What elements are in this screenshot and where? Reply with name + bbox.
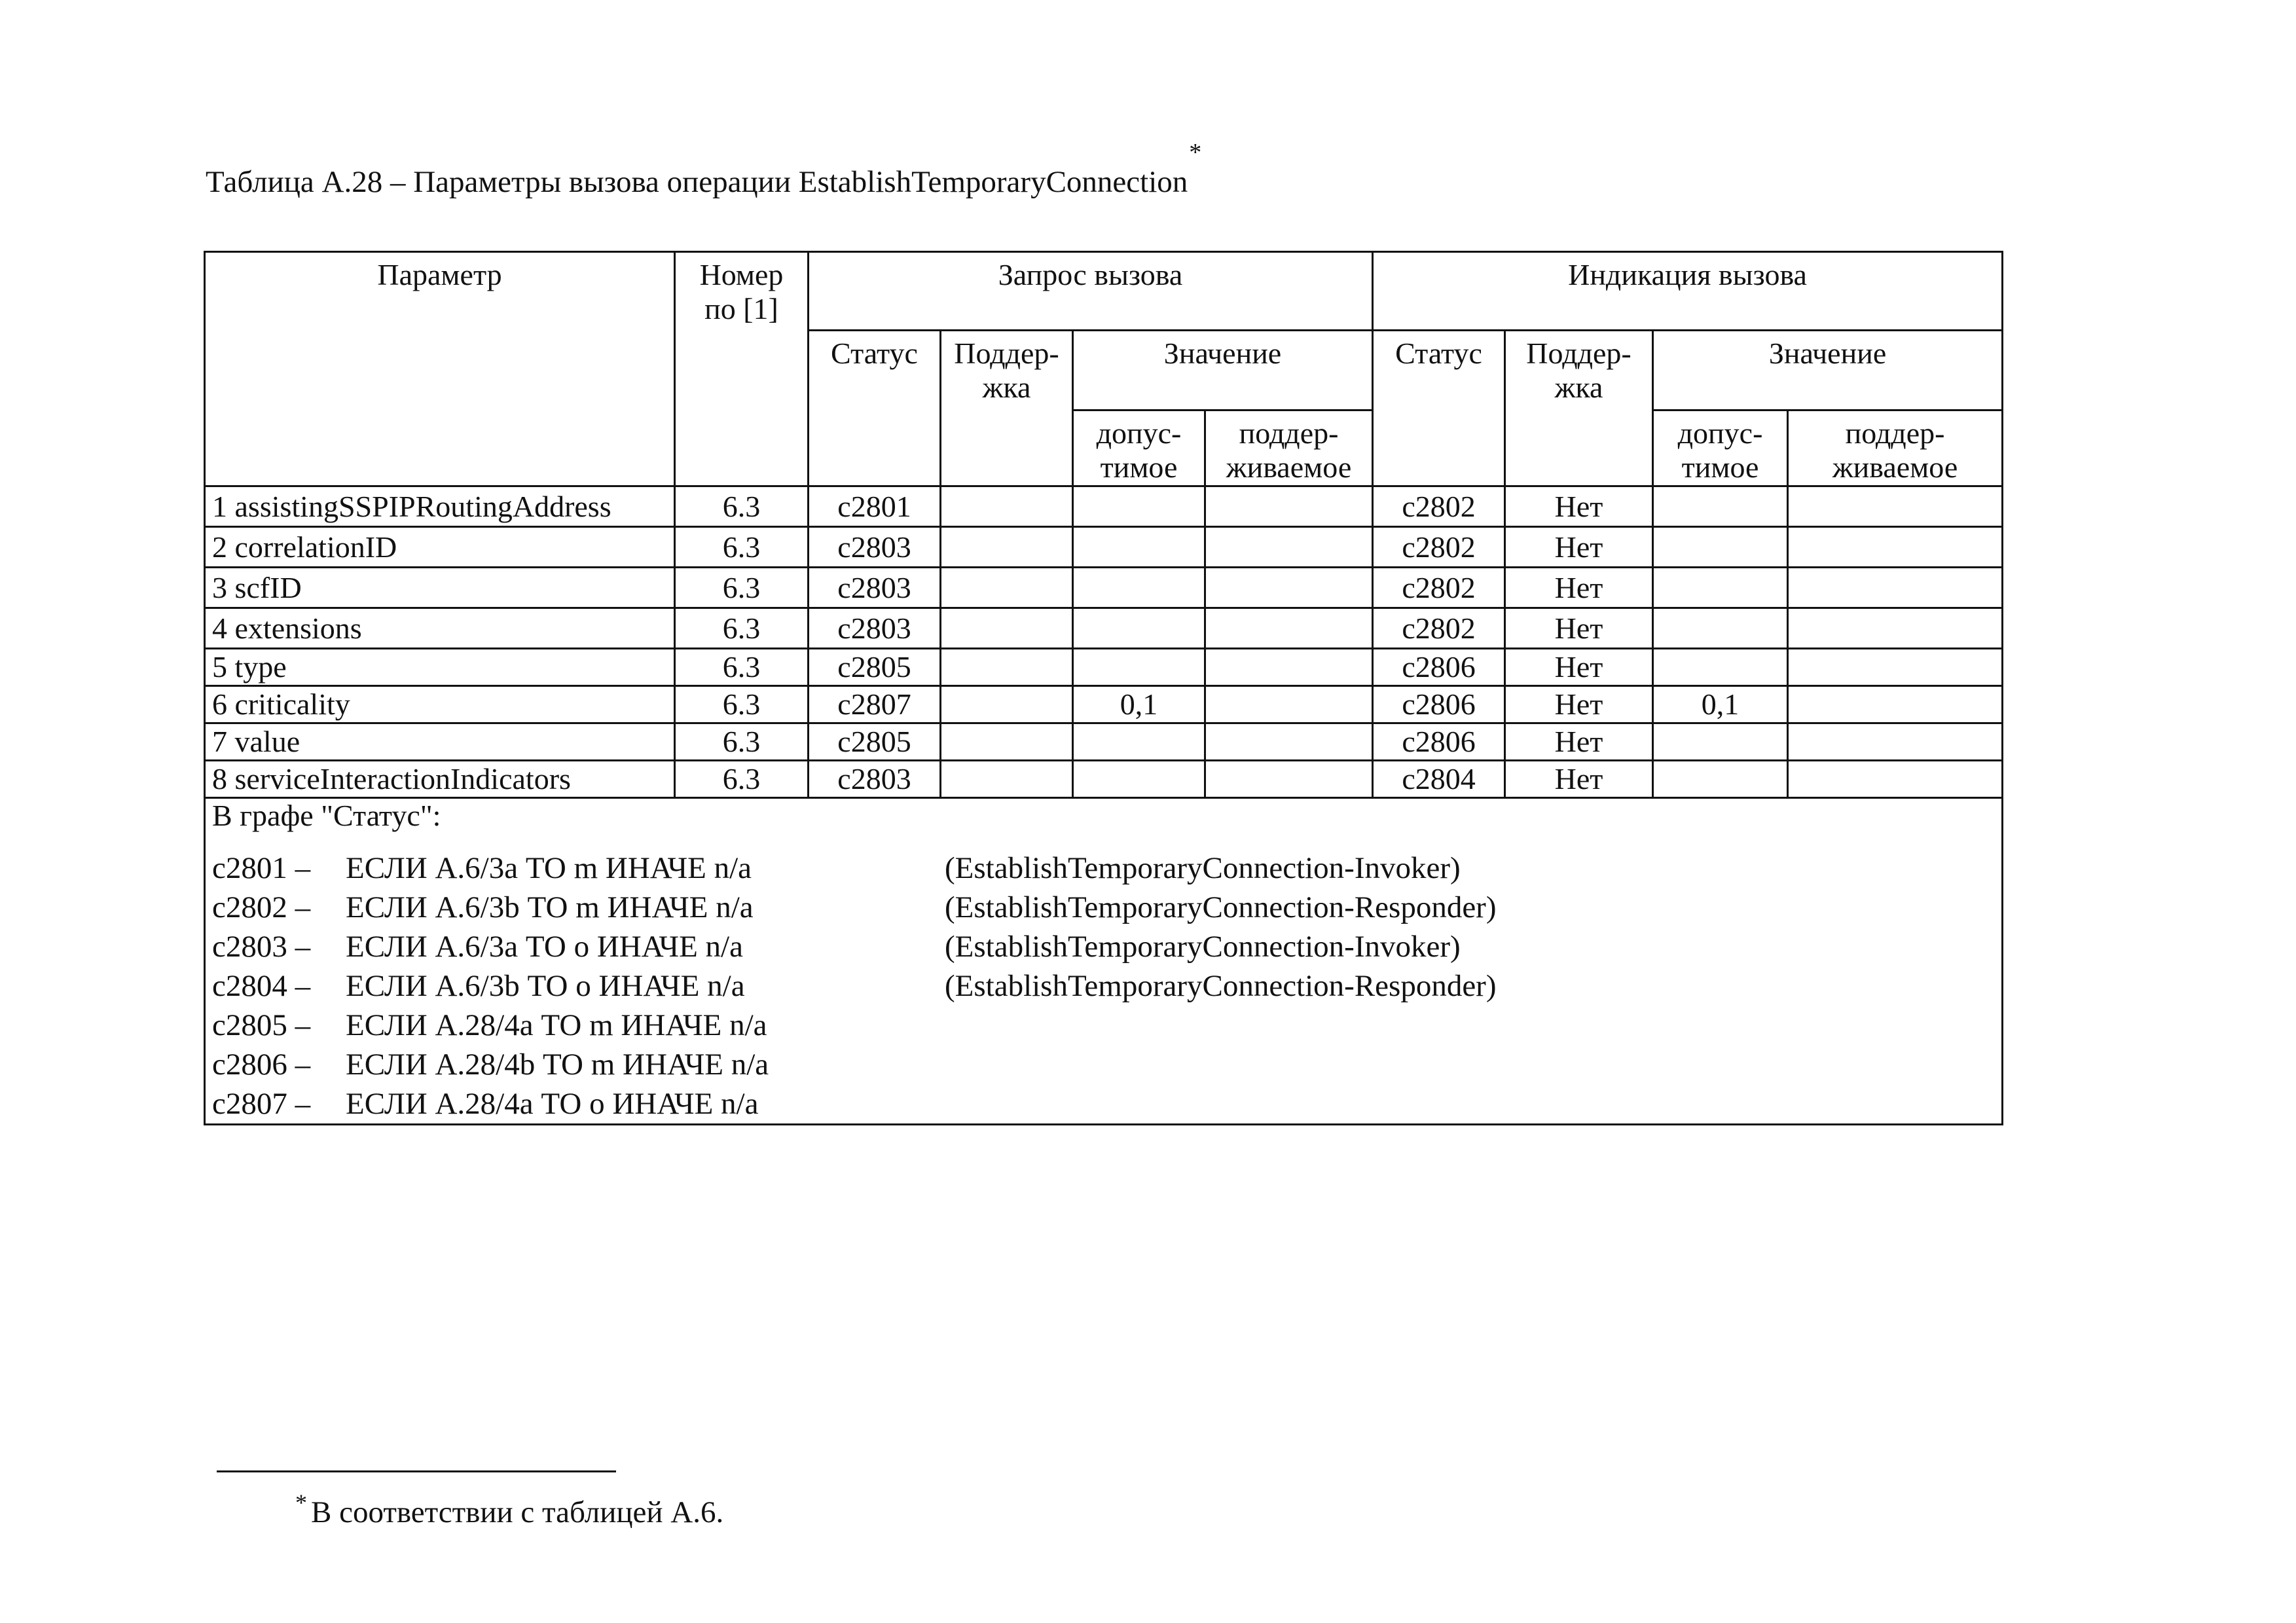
cell-request-status: c2803 <box>809 761 941 798</box>
cell-request-support <box>941 568 1073 608</box>
note-line <box>212 1006 1995 1045</box>
note-line <box>212 848 1995 888</box>
cell-request-allowed <box>1073 649 1205 686</box>
cell-number: 6.3 <box>675 723 809 761</box>
note-role: (EstablishTemporaryConnection-Responder) <box>945 890 1497 924</box>
footnote-text: В соответствии с таблицей А.6. <box>311 1495 724 1529</box>
cell-indication-supported <box>1788 723 2003 761</box>
notes-heading: В графе "Статус": <box>212 799 441 832</box>
cell-request-support <box>941 649 1073 686</box>
cell-indication-status: c2806 <box>1373 723 1505 761</box>
parameters-table <box>204 251 2003 1125</box>
header-indication-supported: поддер-живаемое <box>1788 410 2003 486</box>
cell-parameter: 7 value <box>205 723 675 761</box>
table-caption-text: Таблица А.28 – Параметры вызова операции EstablishTemporaryConnection <box>206 165 1188 199</box>
header-number: Номер по [1] <box>675 252 809 486</box>
note-code: c2804 – <box>212 968 311 1003</box>
cell-request-support <box>941 486 1073 527</box>
footnote-marker: * <box>1189 139 1202 166</box>
cell-request-support <box>941 761 1073 798</box>
note-condition: ЕСЛИ А.6/3a ТО о ИНАЧЕ n/a <box>346 929 743 964</box>
cell-request-supported <box>1205 608 1373 649</box>
table-row <box>205 686 2003 723</box>
cell-number: 6.3 <box>675 649 809 686</box>
note-condition: ЕСЛИ А.28/4b ТО m ИНАЧЕ n/a <box>346 1047 769 1082</box>
cell-indication-support: Нет <box>1505 649 1653 686</box>
note-condition: ЕСЛИ А.6/3b ТО m ИНАЧЕ n/a <box>346 890 754 924</box>
cell-indication-allowed <box>1653 486 1788 527</box>
footnote-divider <box>217 1470 616 1472</box>
note-code: c2807 – <box>212 1086 311 1121</box>
header-request-value: Значение <box>1073 331 1373 410</box>
header-parameter: Параметр <box>205 252 675 486</box>
cell-parameter: 8 serviceInteractionIndicators <box>205 761 675 798</box>
cell-request-support <box>941 723 1073 761</box>
cell-request-allowed <box>1073 486 1205 527</box>
header-request-supported: поддер-живаемое <box>1205 410 1373 486</box>
note-role: (EstablishTemporaryConnection-Responder) <box>945 968 1497 1003</box>
note-line <box>212 1084 1995 1123</box>
cell-request-support <box>941 686 1073 723</box>
header-request-status: Статус <box>809 331 941 486</box>
table-row <box>205 649 2003 686</box>
table-caption <box>206 139 1202 199</box>
table-row <box>205 723 2003 761</box>
cell-indication-allowed <box>1653 649 1788 686</box>
cell-parameter: 1 assistingSSPIPRoutingAddress <box>205 486 675 527</box>
cell-indication-status: c2802 <box>1373 527 1505 568</box>
cell-indication-allowed <box>1653 723 1788 761</box>
note-condition: ЕСЛИ А.28/4a ТО m ИНАЧЕ n/a <box>346 1008 767 1042</box>
cell-indication-support: Нет <box>1505 723 1653 761</box>
cell-request-status: c2803 <box>809 608 941 649</box>
header-indication-support: Поддер-жка <box>1505 331 1653 486</box>
table-row <box>205 486 2003 527</box>
cell-parameter: 4 extensions <box>205 608 675 649</box>
footnote <box>295 1489 724 1530</box>
cell-indication-support: Нет <box>1505 608 1653 649</box>
header-request-support: Поддер-жка <box>941 331 1073 486</box>
header-request-allowed: допус-тимое <box>1073 410 1205 486</box>
cell-indication-status: c2806 <box>1373 686 1505 723</box>
cell-indication-support: Нет <box>1505 527 1653 568</box>
cell-indication-status: c2802 <box>1373 486 1505 527</box>
cell-request-allowed <box>1073 527 1205 568</box>
cell-parameter: 6 criticality <box>205 686 675 723</box>
note-code: c2805 – <box>212 1008 311 1042</box>
cell-request-allowed: 0,1 <box>1073 686 1205 723</box>
cell-request-status: c2801 <box>809 486 941 527</box>
cell-indication-supported <box>1788 686 2003 723</box>
cell-request-allowed <box>1073 608 1205 649</box>
cell-request-supported <box>1205 527 1373 568</box>
cell-request-status: c2805 <box>809 723 941 761</box>
cell-request-allowed <box>1073 761 1205 798</box>
cell-indication-supported <box>1788 486 2003 527</box>
cell-request-supported <box>1205 686 1373 723</box>
cell-indication-status: c2804 <box>1373 761 1505 798</box>
cell-indication-allowed <box>1653 527 1788 568</box>
header-indication-allowed: допус-тимое <box>1653 410 1788 486</box>
cell-indication-support: Нет <box>1505 686 1653 723</box>
note-code: c2803 – <box>212 929 311 964</box>
note-condition: ЕСЛИ А.6/3b ТО о ИНАЧЕ n/a <box>346 968 745 1003</box>
cell-indication-status: c2806 <box>1373 649 1505 686</box>
cell-indication-supported <box>1788 568 2003 608</box>
status-notes <box>205 798 2003 1125</box>
cell-number: 6.3 <box>675 486 809 527</box>
cell-number: 6.3 <box>675 568 809 608</box>
cell-request-status: c2805 <box>809 649 941 686</box>
note-role: (EstablishTemporaryConnection-Invoker) <box>945 929 1461 964</box>
cell-number: 6.3 <box>675 527 809 568</box>
cell-number: 6.3 <box>675 686 809 723</box>
note-role <box>945 1006 1534 1045</box>
cell-indication-supported <box>1788 608 2003 649</box>
note-code: c2802 – <box>212 890 311 924</box>
cell-request-supported <box>1205 761 1373 798</box>
table-row <box>205 527 2003 568</box>
cell-request-status: c2807 <box>809 686 941 723</box>
cell-number: 6.3 <box>675 761 809 798</box>
note-condition: ЕСЛИ А.6/3a ТО m ИНАЧЕ n/a <box>346 850 752 885</box>
cell-parameter: 2 correlationID <box>205 527 675 568</box>
note-condition: ЕСЛИ А.28/4a ТО о ИНАЧЕ n/a <box>346 1086 759 1121</box>
cell-request-supported <box>1205 486 1373 527</box>
header-indication-value: Значение <box>1653 331 2003 410</box>
table-row <box>205 761 2003 798</box>
cell-indication-allowed <box>1653 608 1788 649</box>
footnote-marker: * <box>295 1489 307 1516</box>
cell-request-supported <box>1205 649 1373 686</box>
cell-indication-supported <box>1788 527 2003 568</box>
note-role <box>945 1045 1534 1084</box>
cell-indication-supported <box>1788 649 2003 686</box>
cell-indication-support: Нет <box>1505 486 1653 527</box>
cell-parameter: 3 scfID <box>205 568 675 608</box>
cell-indication-support: Нет <box>1505 568 1653 608</box>
notes-row <box>205 798 2003 1125</box>
note-line <box>212 888 1995 927</box>
cell-request-support <box>941 608 1073 649</box>
note-role: (EstablishTemporaryConnection-Invoker) <box>945 850 1461 885</box>
note-line <box>212 966 1995 1006</box>
cell-indication-status: c2802 <box>1373 568 1505 608</box>
cell-indication-status: c2802 <box>1373 608 1505 649</box>
cell-parameter: 5 type <box>205 649 675 686</box>
table-row <box>205 608 2003 649</box>
header-indication-group: Индикация вызова <box>1373 252 2003 331</box>
cell-indication-supported <box>1788 761 2003 798</box>
cell-request-supported <box>1205 723 1373 761</box>
cell-indication-allowed: 0,1 <box>1653 686 1788 723</box>
cell-request-supported <box>1205 568 1373 608</box>
cell-indication-support: Нет <box>1505 761 1653 798</box>
note-line <box>212 1045 1995 1084</box>
cell-request-support <box>941 527 1073 568</box>
note-line <box>212 927 1995 966</box>
cell-indication-allowed <box>1653 761 1788 798</box>
table-row <box>205 568 2003 608</box>
cell-indication-allowed <box>1653 568 1788 608</box>
cell-request-status: c2803 <box>809 527 941 568</box>
cell-number: 6.3 <box>675 608 809 649</box>
header-indication-status: Статус <box>1373 331 1505 486</box>
note-code: c2801 – <box>212 850 311 885</box>
note-code: c2806 – <box>212 1047 311 1082</box>
cell-request-allowed <box>1073 723 1205 761</box>
header-request-group: Запрос вызова <box>809 252 1373 331</box>
cell-request-status: c2803 <box>809 568 941 608</box>
note-role <box>945 1084 1534 1123</box>
cell-request-allowed <box>1073 568 1205 608</box>
